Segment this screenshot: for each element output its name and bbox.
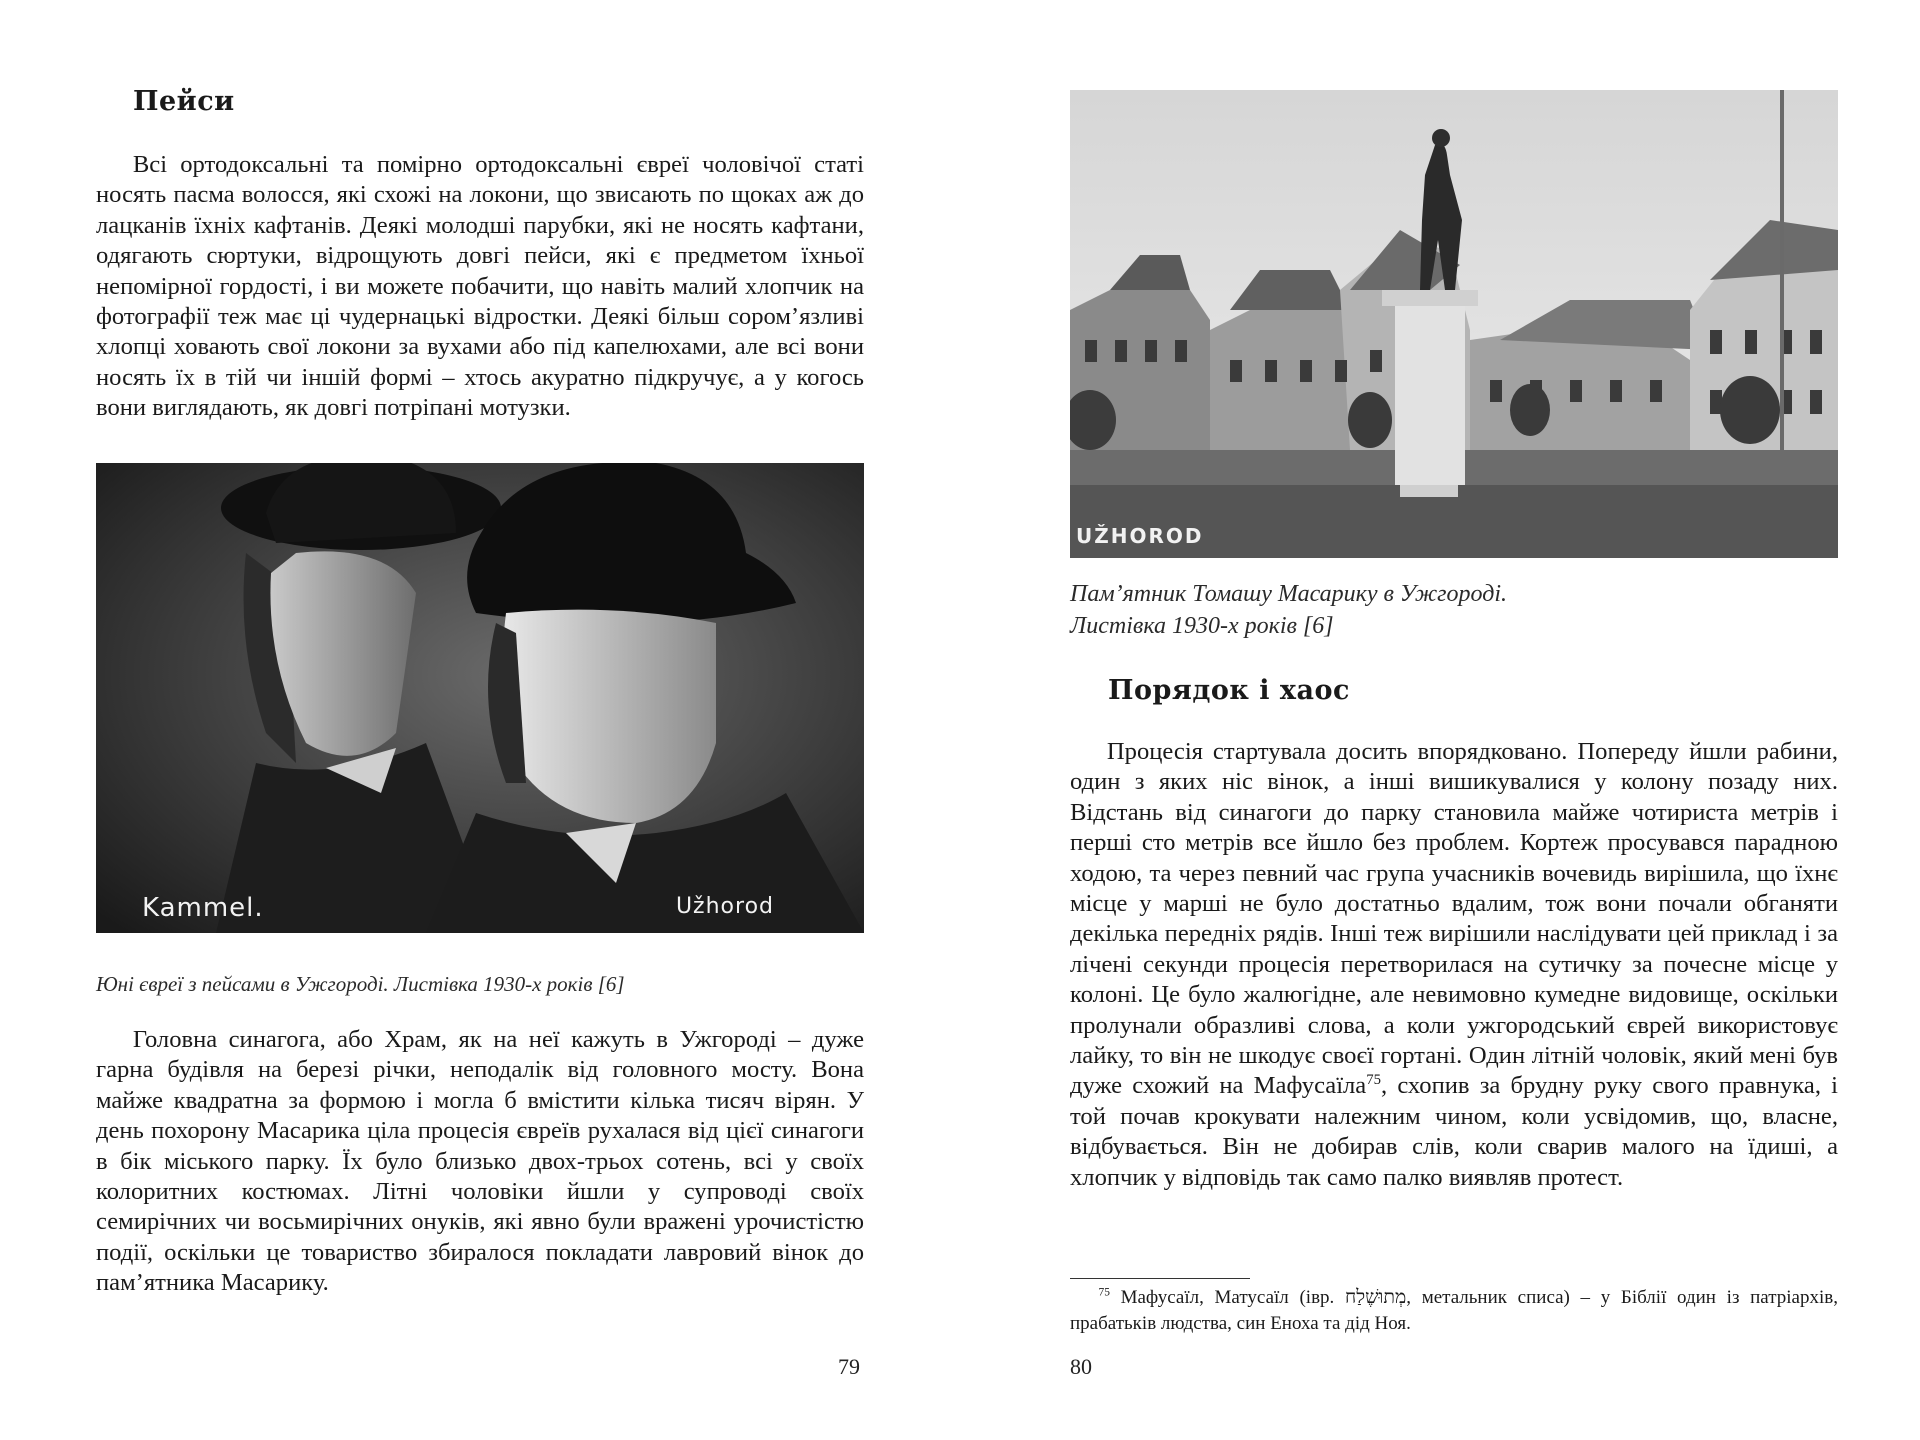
paragraph-order-chaos [1070,737,1838,1193]
section-heading-order-chaos: Порядок і хаос [1108,675,1350,706]
caption-masaryk-monument [1070,578,1850,642]
photo-label-uzhorod: Užhorod [675,894,774,919]
photo-young-jews [96,463,864,933]
footnote-75 [1070,1285,1838,1337]
footnote-separator [1070,1278,1250,1279]
caption-young-jews: Юні євреї з пейсами в Ужгороді. Листівка 1930-х років [6] [96,972,625,996]
section-heading-peisy: Пейси [133,86,235,117]
page-number-80: 80 [1070,1354,1092,1379]
caption-line-2: Листівка 1930-х років [6] [1070,613,1334,639]
footnote-reference-75[interactable]: 75 [1366,1072,1381,1089]
photo-masaryk-monument-illustration [1070,90,1838,558]
photo-young-jews-illustration [96,463,864,933]
paragraph-peisy: Всі ортодоксальні та помірно ортодоксальні євреї чоловічої статі носять пасма волосся, які схожі на локони, що звисають по щоках аж до лацканів їхніх кафтанів. Деякі молодші парубки, які не носять кафтани, одягають сюртуки, відрощують довгі пейси, які є предметом їхньої непомірної гордості, і ви можете побачити, що навіть малий хлопчик на фотографії теж має ці чудернацькі відростки. Деякі більш сором’язливі хлопці ховають свої локони за вухами або під капелюхами, але всі вони носять їх в тій чи іншій формі – хтось акуратно підкручує, а у когось вони виглядають, як довгі потріпані мотузки. [96,151,864,422]
photo-masaryk-monument [1070,90,1838,558]
paragraph-synagogue: Головна синагога, або Храм, як на неї кажуть в Ужгороді – дуже гарна будівля на березі річки, неподалік від головного мосту. Вона майже квадратна за формою і могла б вмістити кілька тисяч вірян. У день похорону Масарика ціла процесія євреїв рухалася від цієї синагоги в бік міського парку. Їх було близько двох-трьох сотень, всі у своїх колоритних костюмах. Літні чоловіки йшли у супроводі своїх семирічних чи восьмирічних онуків, які явно були вражені урочистістю події, оскільки це товариство збиралося покладати лавровий вінок до пам’ятника Масарику. [96,1026,864,1297]
photo-label-kammel: Kammel. [142,893,264,923]
paragraph-text-part1: Процесія стартувала досить впорядковано. Попереду йшли рабини, один з яких ніс вінок, а інші вишикувалися у колону позаду них. Відстань від синагоги до парку становила майже чотириста метрів і перші сто метрів все йшло без проблем. Кортеж просувався парадною ходою, та через певний час група учасників вочевидь вирішила, що їхнє місце у марші не було достатньо вдалим, тож вони почали обганяти декілька передніх рядів. Інші теж вирішили наслідувати цей приклад і за лічені секунди процесія перетворилася на сутичку за почесне місце у колоні. Це було жалюгідне, але невимовно кумедне видовище, оскільки пролунали образливі слова, а коли ужгородський єврей використовує лайку, то він не шкодує своєї гортані. Один літній чоловік, який мені був дуже схожий на Мафусаїла [1070,738,1838,1100]
paragraph-text-part2: , схопив за брудну руку свого правнука, і той почав крокувати належним чином, коли усвідомив, що, власне, відбувається. Він не добирав слів, коли сварив малого на їдиші, а хлопчик у відповідь так само палко виявляв протест. [1070,1072,1838,1191]
footnote-number: 75 [1098,1286,1110,1299]
right-page [960,0,1920,1440]
photo-label-uzhorod-caps: UŽHOROD [1076,524,1204,548]
caption-line-1: Пам’ятник Томашу Масарику в Ужгороді. [1070,581,1508,607]
footnote-text: Мафусаїл, Матусаїл (івр. מְתוּשֶׁלַח, метальник списа) – у Біблії один із патріархів, прабатьків людства, син Еноха та дід Ноя. [1070,1287,1838,1334]
page-number-79: 79 [838,1354,860,1379]
